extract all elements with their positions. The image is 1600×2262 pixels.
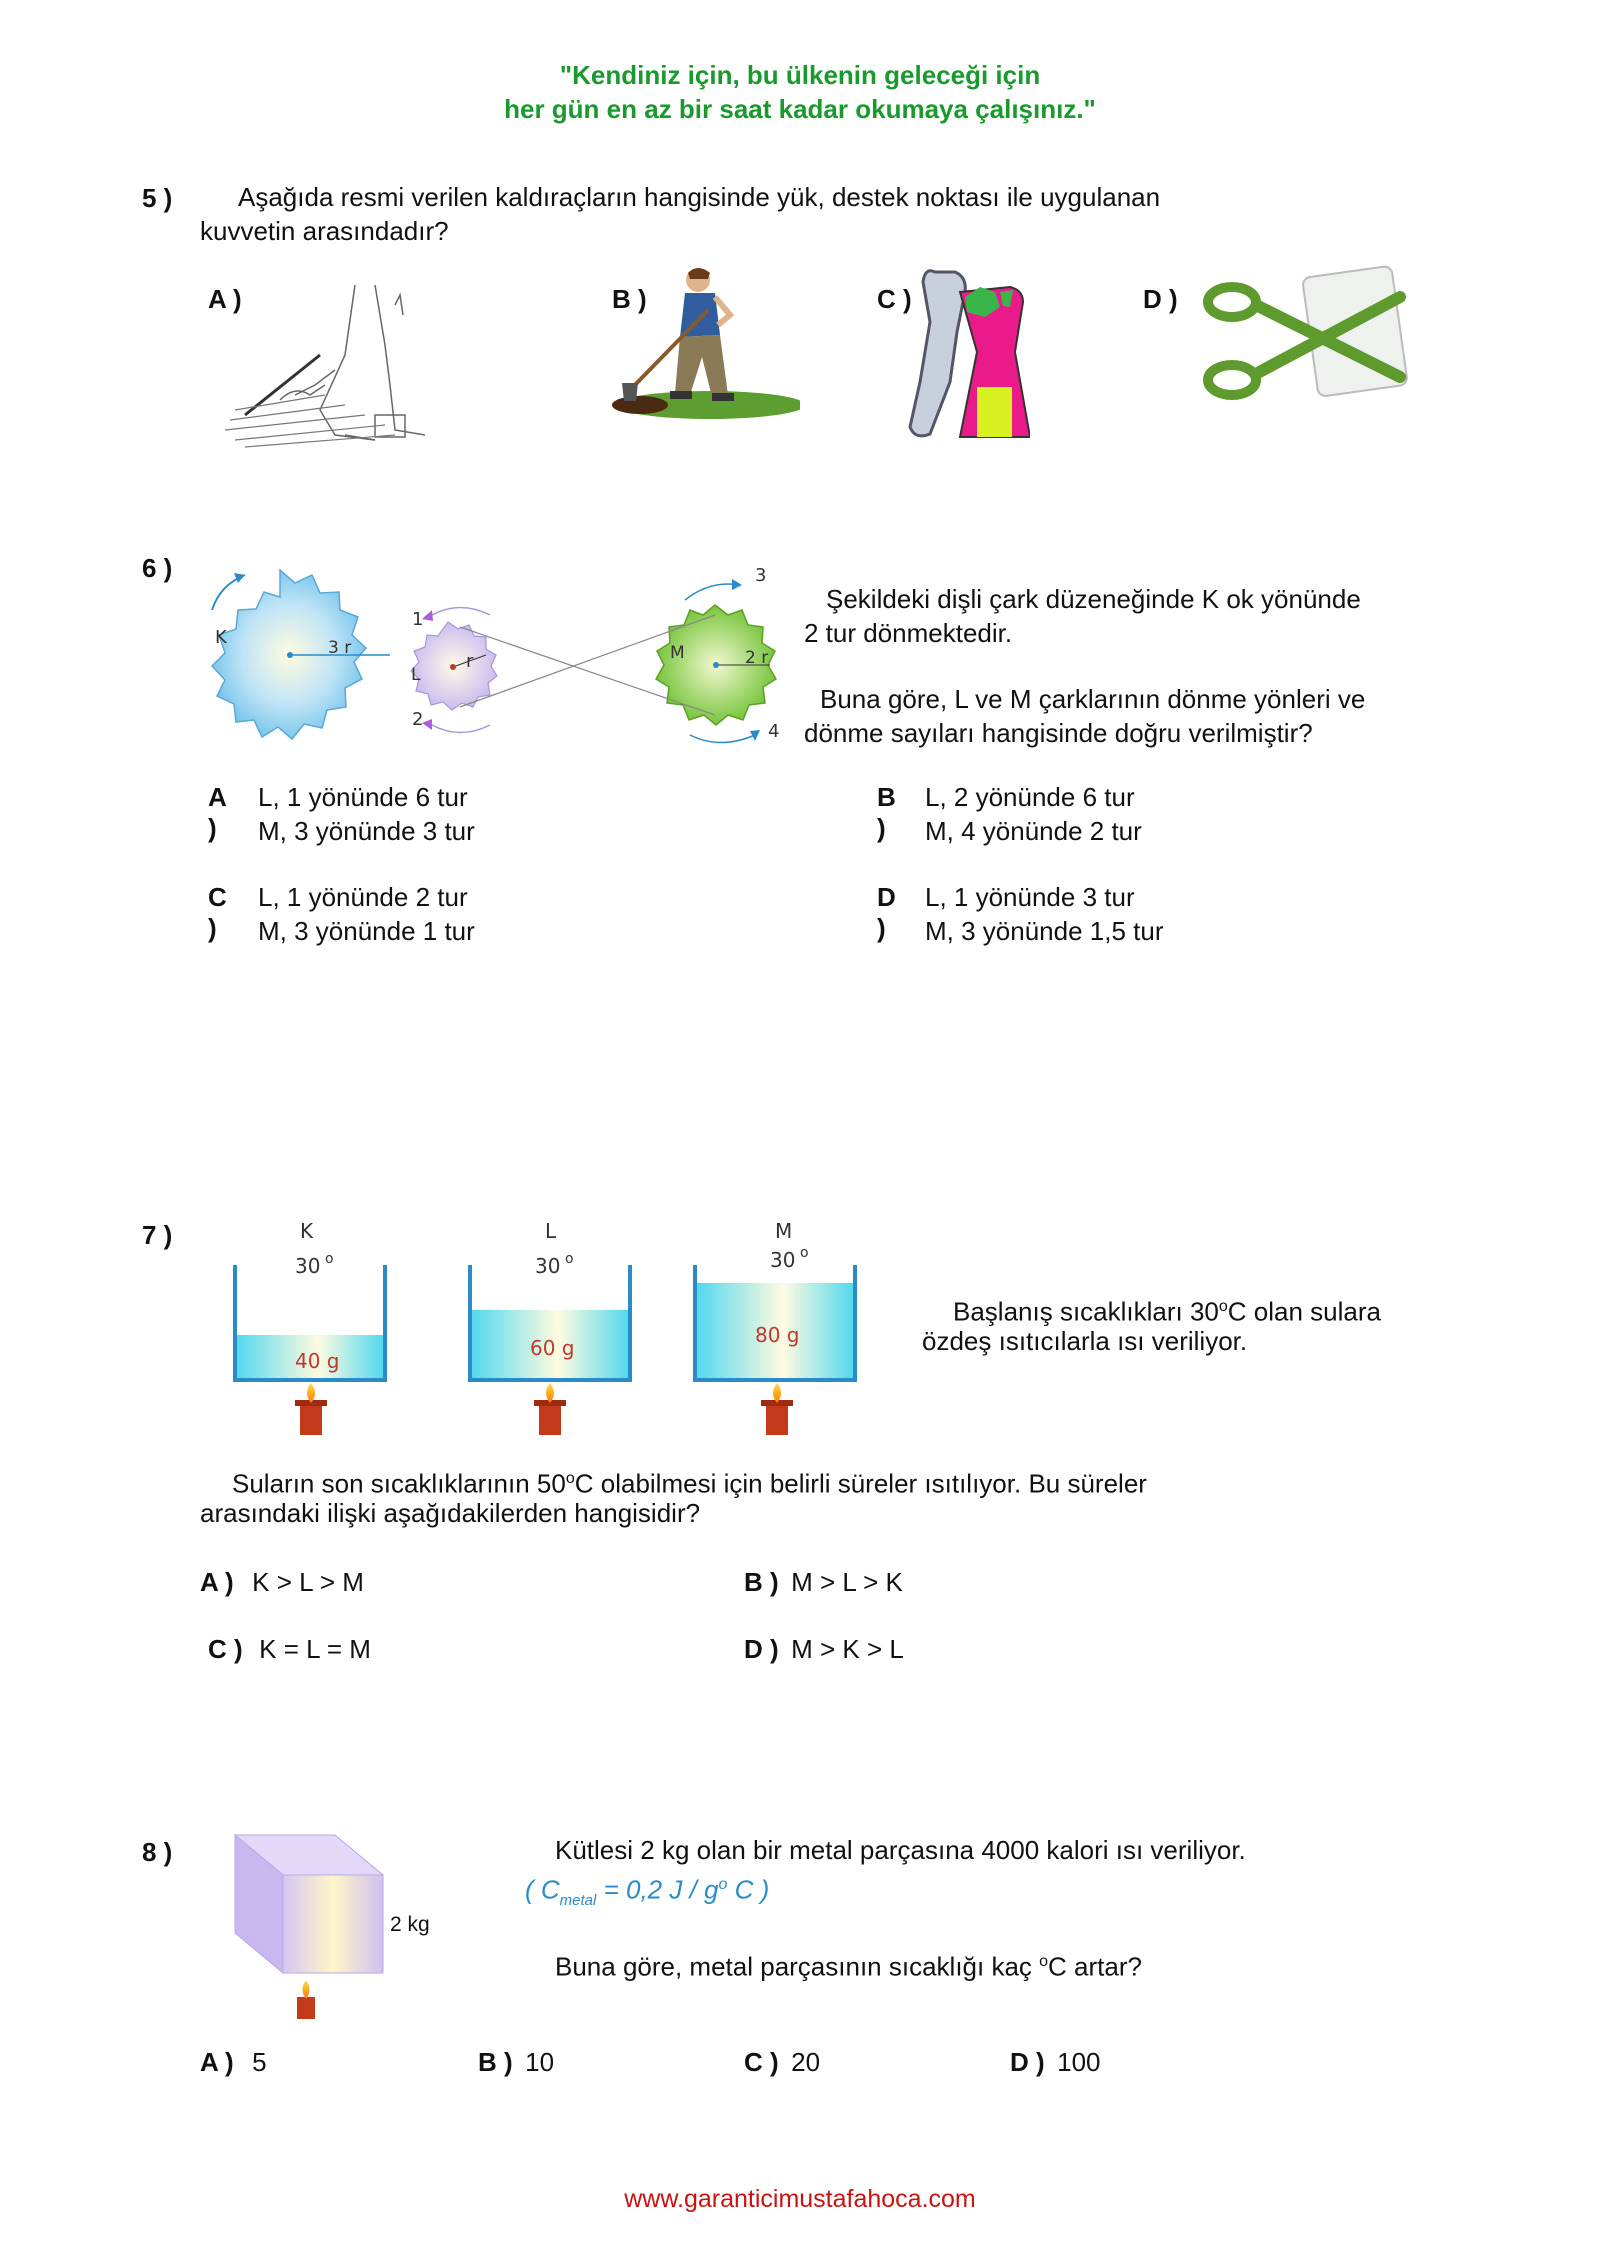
container-k-label: K [300,1219,314,1243]
container-l [470,1265,630,1380]
q8-text-line-2: Buna göre, metal parçasının sıcaklığı kaç $^o$C artar? [555,1951,1142,1982]
q8-option-a-letter: A ) [200,2047,234,2077]
q8-option-d-value: 100 [1057,2047,1101,2077]
q6-option-b-line-1: L, 2 yönünde 6 tur [925,782,1135,812]
q7-text-line-2: arasındaki ilişki aşağıdakilerden hangisidir? [200,1498,701,1528]
gear-l-label: L [411,665,421,685]
q8-option-a-value: 5 [252,2047,267,2077]
q8-number: 8 ) [142,1837,173,1867]
q7-option-b[interactable] [744,1565,903,1599]
q6-option-a-letter: A ) [208,782,226,843]
q7-option-a[interactable] [200,1565,364,1599]
container-l-label: L [545,1219,557,1243]
gear-m-radius-label: 2 r [745,648,769,668]
q7-option-a-value: K > L > M [252,1567,364,1597]
container-l-deg: o [565,1251,574,1267]
q6-text-line-3: Buna göre, L ve M çarklarının dönme yönleri ve [820,684,1366,714]
container-k-deg: o [325,1251,334,1267]
q5-option-b-label[interactable]: B ) [612,284,647,314]
q8-option-d[interactable] [1010,2045,1101,2079]
q6-option-a-line-1: L, 1 yönünde 6 tur [258,782,468,812]
q7-side-text-line-1: Başlanış sıcaklıkları 30$^o$C olan sulara [953,1296,1381,1327]
direction-4-label: 4 [768,721,780,742]
container-m-deg: o [800,1245,809,1261]
motto-line-2: her gün en az bir saat kadar okumaya çalışınız." [504,94,1096,124]
candle-l [534,1383,566,1435]
rake-sketch-image [225,275,445,455]
container-l-mass: 60 g [530,1336,575,1360]
q7-option-a-letter: A ) [200,1567,234,1597]
container-k-temp: 30 [295,1254,321,1278]
q7-number: 7 ) [142,1220,173,1250]
motto-line-1: "Kendiniz için, bu ülkenin geleceği için [559,60,1041,90]
container-m-label: M [775,1219,793,1243]
q8-option-c-letter: C ) [744,2047,779,2077]
q5-option-d-label[interactable]: D ) [1143,284,1178,314]
q7-option-d-value: M > K > L [791,1634,904,1664]
q6-option-b-line-2: M, 4 yönünde 2 tur [925,816,1142,846]
cube-mass-label: 2 kg [390,1913,430,1936]
q7-option-d[interactable] [744,1632,904,1666]
q6-option-a-line-2: M, 3 yönünde 3 tur [258,816,475,846]
man-with-shovel-image [600,265,800,420]
q8-option-b-letter: B ) [478,2047,513,2077]
q7-option-c-value: K = L = M [259,1634,371,1664]
q8-option-b-value: 10 [525,2047,555,2077]
q6-option-b-letter: B ) [877,782,896,843]
container-l-temp: 30 [535,1254,561,1278]
gear-m-label: M [670,643,685,663]
q8-option-a[interactable] [200,2045,267,2079]
q6-option-d-line-1: L, 1 yönünde 3 tur [925,882,1135,912]
q6-text-line-4: dönme sayıları hangisinde doğru verilmiştir? [804,718,1313,748]
q7-option-d-letter: D ) [744,1634,779,1664]
gear-system-diagram [170,555,810,775]
gear-k-radius-label: 3 r [328,638,352,658]
direction-2-label: 2 [412,709,424,730]
q5-text-line-2: kuvvetin arasındadır? [200,216,449,246]
q8-option-c[interactable] [744,2045,820,2079]
gear-k-label: K [215,627,227,648]
specific-heat-formula: ( $C_{metal} = 0,2$ J / $g^o$ C ) [525,1874,770,1909]
q8-text-line-1: Kütlesi 2 kg olan bir metal parçasına 4000 kalori ısı veriliyor. [555,1835,1246,1865]
candle-k [295,1383,327,1435]
q7-side-text-line-2: özdeş ısıtıcılarla ısı veriliyor. [922,1326,1248,1356]
container-m-temp: 30 [770,1248,796,1272]
q6-option-c-line-2: M, 3 yönünde 1 tur [258,916,475,946]
direction-3-label: 3 [755,565,767,586]
container-m-mass: 80 g [755,1323,800,1347]
q7-option-c-letter: C ) [208,1634,243,1664]
container-k-mass: 40 g [295,1349,340,1373]
water-containers-diagram [225,1215,875,1445]
candle-m [761,1383,793,1435]
q6-option-d-letter: D ) [877,882,896,943]
q8-option-b[interactable] [478,2045,554,2079]
q6-option-c-letter: C ) [208,882,227,943]
q8-option-c-value: 20 [791,2047,821,2077]
q6-option-d-line-2: M, 3 yönünde 1,5 tur [925,916,1164,946]
q5-number: 5 ) [142,183,173,213]
footer-website-link[interactable]: www.garanticimustafahoca.com [624,2185,976,2213]
q5-option-c-label[interactable]: C ) [877,284,912,314]
q6-text-line-1: Şekildeki dişli çark düzeneğinde K ok yönünde [826,584,1361,614]
q8-option-d-letter: D ) [1010,2047,1045,2077]
q5-option-a-label[interactable]: A ) [208,284,242,314]
nutcracker-image [905,262,1030,442]
scissors-and-paper-image [1200,262,1420,412]
q6-text-line-2: 2 tur dönmektedir. [804,618,1013,648]
q5-text-line-1: Aşağıda resmi verilen kaldıraçların hangisinde yük, destek noktası ile uygulanan [238,182,1161,212]
direction-1-label: 1 [412,609,424,630]
q6-option-c-line-1: L, 1 yönünde 2 tur [258,882,468,912]
q7-text-line-1: Suların son sıcaklıklarının 50$^o$C olabilmesi için belirli süreler ısıtılıyor. Bu süreler [232,1468,1147,1499]
gear-l-radius-label: r [466,651,474,672]
q7-option-c[interactable] [208,1632,371,1666]
q7-option-b-value: M > L > K [791,1567,903,1597]
q6-number: 6 ) [142,553,173,583]
q7-option-b-letter: B ) [744,1567,779,1597]
